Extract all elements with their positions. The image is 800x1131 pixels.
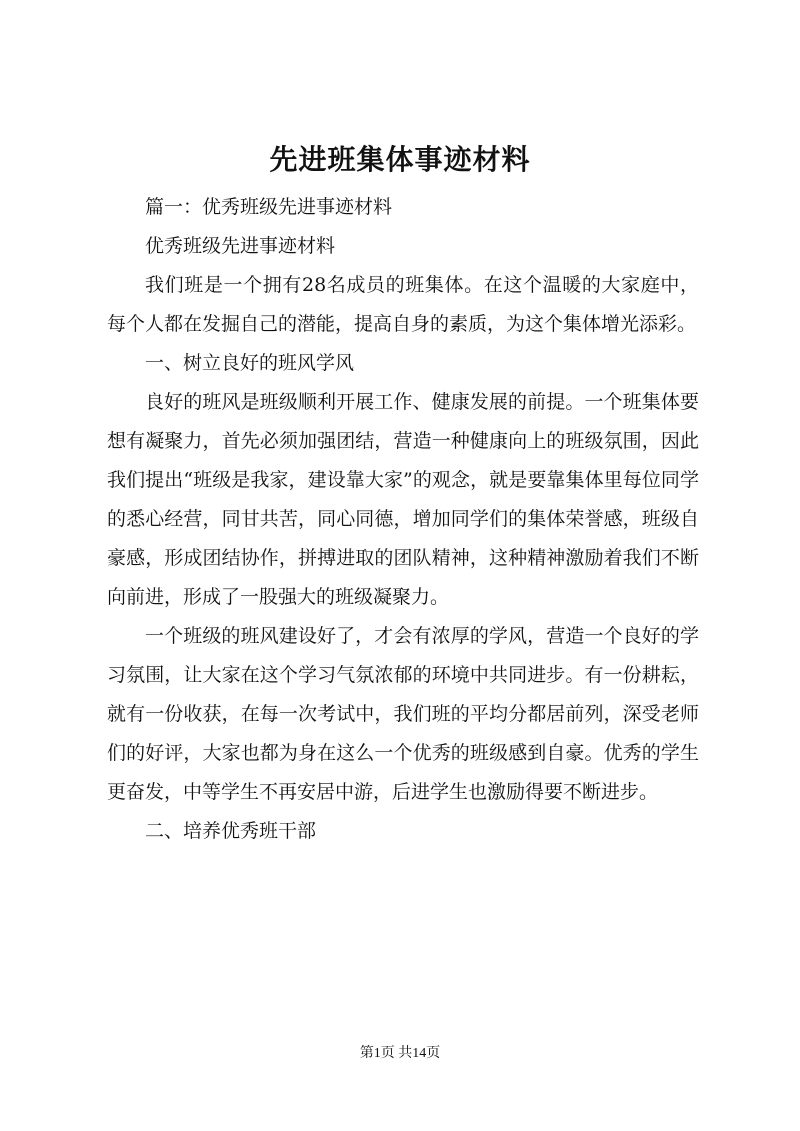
- paragraph: 良好的班风是班级顺利开展工作、健康发展的前提。一个班集体要想有凝聚力，首先必须加强团结，营造一种健康向上的班级氛围，因此我们提出“班级是我家，建设靠大家”的观念，就是要靠集体里每位同学的悉心经营，同甘共苦，同心同德，增加同学们的集体荣誉感，班级自豪感，形成团结协作，拼搏进取的团队精神，这种精神激励着我们不断向前进，形成了一股强大的班级凝聚力。: [107, 391, 699, 608]
- section-heading: 二、培养优秀班干部: [145, 820, 317, 842]
- page-footer: 第1页 共14页: [359, 1046, 441, 1061]
- subheading: 优秀班级先进事迹材料: [145, 235, 336, 257]
- section-heading: 篇一：优秀班级先进事迹材料: [145, 196, 393, 218]
- paragraph: 我们班是一个拥有28名成员的班集体。在这个温暖的大家庭中，每个人都在发掘自己的潜能，提高自身的素质，为这个集体增光添彩。: [107, 274, 699, 335]
- document-title: 先进班集体事迹材料: [269, 143, 531, 176]
- paragraph: 一个班级的班风建设好了，才会有浓厚的学风，营造一个良好的学习氛围，让大家在这个学习气氛浓郁的环境中共同进步。有一份耕耘，就有一份收获，在每一次考试中，我们班的平均分都居前列，深受老师们的好评，大家也都为身在这么一个优秀的班级感到自豪。优秀的学生更奋发，中等学生不再安居中游，后进学生也激励得要不断进步。: [107, 625, 699, 803]
- section-heading: 一、树立良好的班风学风: [145, 352, 355, 374]
- document-body: [107, 188, 699, 851]
